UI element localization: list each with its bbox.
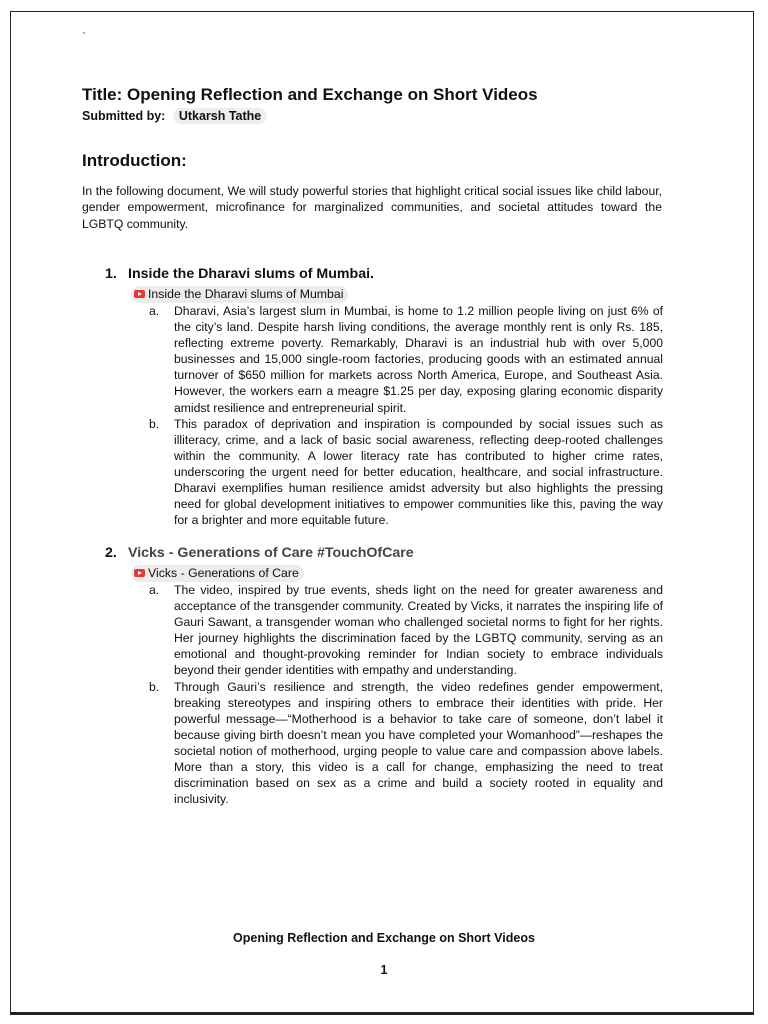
introduction-heading: Introduction:	[82, 151, 187, 170]
introduction-paragraph: In the following document, We will study powerful stories that highlight critical social issues like child labour, gender empowerment, microfinance for marginalized communities, and societal attitudes toward the LGBTQ community.	[82, 184, 662, 231]
list-marker: b.	[149, 679, 160, 694]
section-1-points	[149, 303, 663, 528]
video-link-label: Vicks - Generations of Care	[148, 566, 299, 580]
youtube-icon	[134, 569, 145, 577]
list-item-text: Dharavi, Asia’s largest slum in Mumbai, is home to 1.2 million people living on just 6% of the city’s land. Despite harsh living conditions, the average monthly rent is only Rs. 185, reflecting extreme poverty. Remarkably, Dharavi is an industrial hub with over 5,000 businesses and 15,000 single-room factories, producing goods with an estimated annual turnover of $650 million for markets across North America, Europe, and Southeast Asia. However, the workers earn a meagre $1.25 per day, exposing glaring economic disparity amidst resilience and entrepreneurial spirit.	[174, 304, 663, 415]
list-item	[149, 582, 663, 679]
list-item-text: The video, inspired by true events, sheds light on the need for greater awareness and acceptance of the transgender community. Created by Vicks, it narrates the inspiring life of Gauri Sawant, a transgender woman who challenged societal norms to fight for her rights. Her journey highlights the discrimination faced by the LGBTQ community, serving as an emotional and thought-provoking reminder for Indian society to embrace individuals beyond their gender identities with empathy and understanding.	[174, 583, 663, 678]
section-1-heading	[105, 266, 374, 282]
footer-running-title: Opening Reflection and Exchange on Short Videos	[233, 931, 535, 945]
list-marker: a.	[149, 583, 160, 597]
list-item-text: Through Gauri’s resilience and strength, the video redefines gender empowerment, breaking stereotypes and inspiring others to embrace their identities with pride. Her powerful message—“Motherhood is a behavior to take care of someone, don’t label it because giving birth doesn’t mean you have completed your Womanhood”—reshapes the societal notion of motherhood, urging people to value care and compassion above labels. More than a story, this video is a call for change, emphasizing the need to treat discrimination based on sex as a crime and build a society rooted in equality and inclusivity.	[174, 679, 663, 807]
section-1-title: Inside the Dharavi slums of Mumbai.	[128, 266, 374, 282]
section-2-heading	[105, 545, 414, 561]
stray-mark: `	[82, 30, 86, 44]
section-2-points	[149, 582, 663, 807]
list-item	[149, 416, 663, 529]
author-chip[interactable]: Utkarsh Tathe	[173, 108, 267, 124]
video-link-chip-dharavi[interactable]	[131, 286, 348, 303]
list-item-text: This paradox of deprivation and inspiration is compounded by social issues such as illiteracy, crime, and a lack of basic social awareness, reflecting deep-rooted challenges within the community. A lower literacy rate has contributed to higher crime rates, underscoring the urgent need for better education, healthcare, and social infrastructure. Dharavi exemplifies human resilience amidst adversity but also highlights the pressing need for global development initiatives to empower communities like this, paving the way for a brighter and more equitable future.	[174, 416, 663, 528]
youtube-icon	[134, 290, 145, 298]
video-link-label: Inside the Dharavi slums of Mumbai	[148, 287, 344, 301]
section-2-number: 2.	[105, 545, 117, 561]
section-1-number: 1.	[105, 266, 117, 282]
video-link-chip-vicks[interactable]	[131, 565, 304, 582]
list-marker: a.	[149, 304, 160, 318]
list-item	[149, 303, 663, 416]
section-2-title: Vicks - Generations of Care #TouchOfCare	[128, 545, 414, 561]
list-item	[149, 679, 663, 808]
submitted-label: Submitted by:	[82, 109, 166, 123]
document-title: Title: Opening Reflection and Exchange on Short Videos	[82, 85, 538, 104]
list-marker: b.	[149, 416, 160, 431]
submitted-by-line	[82, 109, 267, 123]
page-number: 1	[380, 963, 388, 977]
